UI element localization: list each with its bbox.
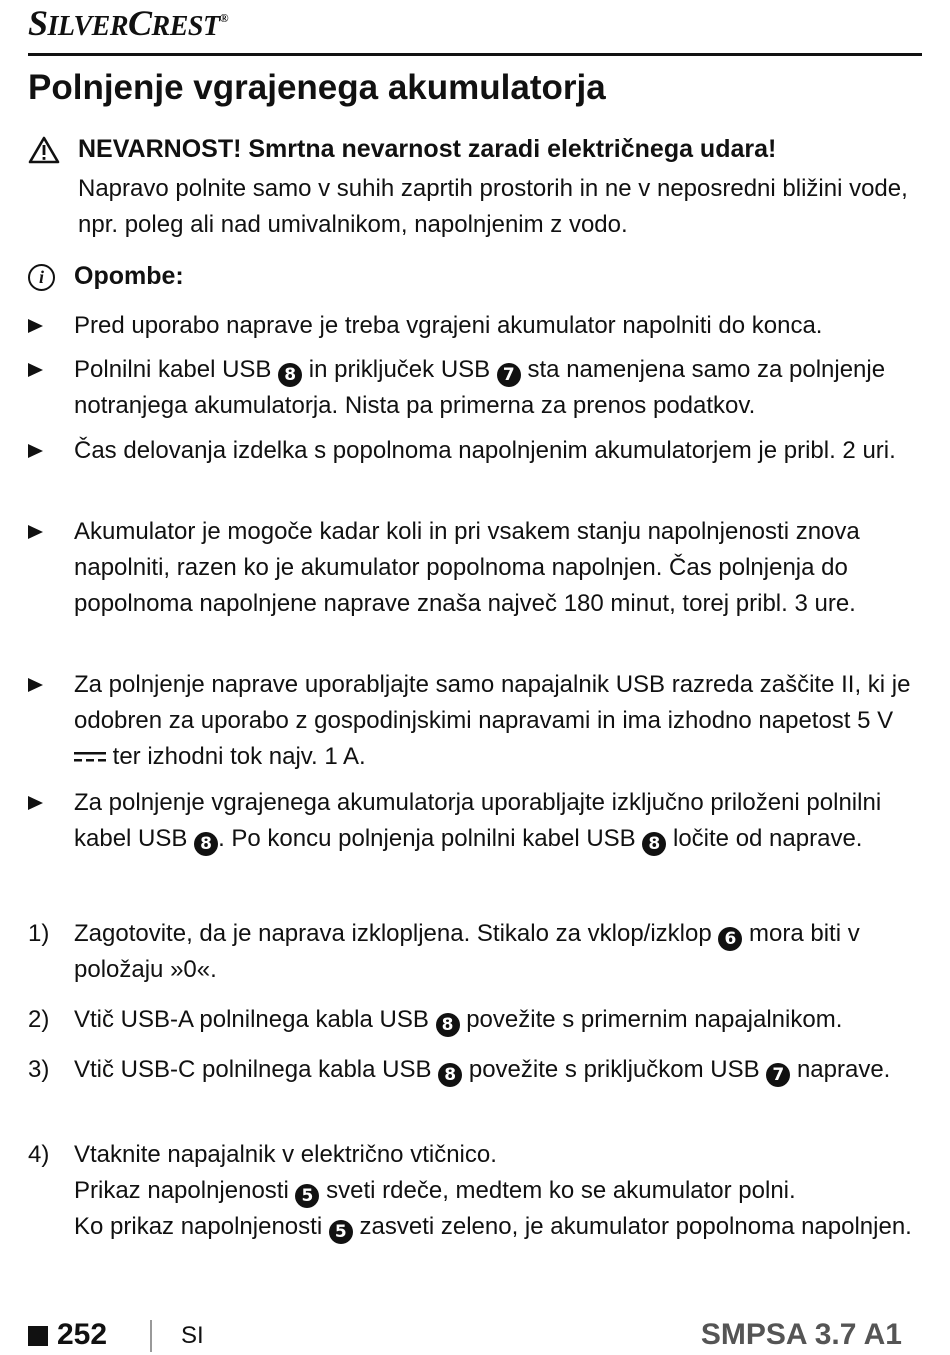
step-number: 1) [28, 920, 50, 947]
warning-heading: NEVARNOST! Smrtna nevarnost zaradi električnega udara! [78, 135, 777, 163]
notes-heading: Opombe: [74, 262, 184, 290]
warning-triangle-icon [28, 136, 60, 164]
brand-logo: SILVERCREST® [28, 3, 229, 43]
footer-divider [150, 1320, 152, 1352]
ref-number-badge: 8 [194, 832, 218, 856]
step-number: 4) [28, 1141, 50, 1168]
ref-number-badge: 7 [766, 1063, 790, 1087]
bullet-arrow-icon [28, 514, 43, 550]
page-title: Polnjenje vgrajenega akumulatorja [28, 68, 606, 107]
step-number: 3) [28, 1056, 50, 1083]
warning-body: Napravo polnite samo v suhih zaprtih prostorih in ne v neposredni bližini vode, npr. poleg ali nad umivalnikom, napolnjenim z vodo. [78, 175, 908, 238]
bullet-arrow-icon [28, 785, 43, 821]
footer-square-icon [28, 1326, 48, 1346]
info-icon: i [28, 264, 55, 291]
ref-number-badge: 8 [438, 1063, 462, 1087]
ref-number-badge: 7 [497, 363, 521, 387]
ref-number-badge: 8 [436, 1013, 460, 1037]
bullet-arrow-icon [28, 308, 43, 344]
step-number: 2) [28, 1006, 50, 1033]
ref-number-badge: 5 [295, 1184, 319, 1208]
ref-number-badge: 5 [329, 1220, 353, 1244]
header-rule [28, 53, 922, 56]
bullet-arrow-icon [28, 352, 43, 388]
dc-current-icon [74, 752, 106, 762]
page-number: 252 [57, 1318, 108, 1351]
language-code: SI [181, 1322, 204, 1349]
bullet-arrow-icon [28, 667, 43, 703]
model-number: SMPSA 3.7 A1 [700, 1318, 902, 1351]
ref-number-badge: 6 [718, 927, 742, 951]
ref-number-badge: 8 [278, 363, 302, 387]
bullet-arrow-icon [28, 433, 43, 469]
ref-number-badge: 8 [642, 832, 666, 856]
